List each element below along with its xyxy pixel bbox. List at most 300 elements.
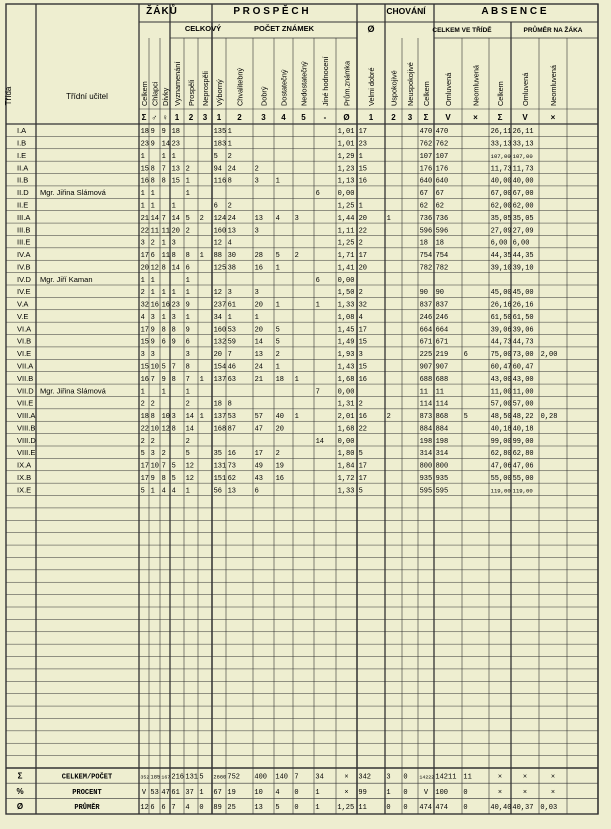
table-cell: 16 [254,264,264,273]
table-cell: 20 [275,425,285,434]
column-header-symbol: 3 [407,113,413,122]
table-cell: 2 [358,400,363,409]
row-class: III.B [17,225,31,235]
table-cell: 3 [150,351,155,360]
table-cell: 8 [161,264,166,273]
table-cell: 1 [150,289,155,298]
table-cell: 1 [140,152,145,161]
table-cell: 15 [358,165,368,174]
table-cell: 198 [419,437,433,446]
table-cell: 7 [161,462,166,471]
table-cell: 56 [213,487,223,496]
table-cell: 907 [435,363,449,372]
table-cell: 2 [227,202,232,211]
table-cell: 1 [140,202,145,211]
row-class: I.E [17,150,27,160]
table-cell: 596 [435,227,449,236]
table-cell: 4 [275,214,280,223]
table-cell: 73,00 [512,351,534,360]
column-header-label: Jiné hodnocení [321,56,330,106]
table-cell: 107,00 [512,152,533,160]
summary-cell: 11 [358,804,367,812]
table-cell: 6,00 [512,239,530,248]
table-cell: 1 [185,388,190,397]
table-cell: 1,49 [337,338,355,347]
table-cell: 26,11 [490,128,512,137]
table-cell: 3 [358,351,363,360]
table-cell: 9 [171,338,176,347]
table-cell: 1,80 [337,450,355,459]
table-cell: 160 [213,326,227,335]
table-cell: 7 [161,214,166,223]
summary-cell: 0 [403,773,408,782]
summary-cell: 19 [227,788,236,797]
table-row [17,349,557,359]
table-cell: 40,00 [490,177,512,186]
table-cell: 1,44 [337,214,355,223]
column-headers [140,57,558,123]
table-cell: 160 [213,227,227,236]
summary-row [17,802,557,812]
row-class: VIII.B [17,423,36,433]
table-cell: 935 [419,474,433,483]
table-row [17,126,534,136]
table-cell: 1 [185,177,190,186]
table-cell: 43,00 [490,375,512,384]
table-cell: 20 [213,351,223,360]
table-row [17,461,534,471]
table-cell: 46 [227,363,237,372]
summary-cell: V [141,788,147,797]
summary-cell: 89 [213,804,222,812]
table-cell: 8 [150,177,155,186]
table-cell: 26,16 [490,301,512,310]
table-row [17,151,533,161]
table-cell: 5 [140,450,145,459]
table-cell: 35,05 [512,214,534,223]
table-cell: 5 [275,338,280,347]
column-header-label: Neomluvená [549,65,558,106]
table-cell: 22 [358,425,368,434]
table-cell: 237 [213,301,227,310]
table-row [17,163,534,173]
table-cell: 44,73 [512,338,534,347]
table-row [17,448,534,458]
table-cell: 8 [171,375,176,384]
table-cell: 1 [171,152,176,161]
table-cell: 35,05 [490,214,512,223]
summary-label: PROCENT [72,788,102,797]
table-body [17,126,557,495]
table-cell: 62,00 [490,202,512,211]
table-cell: 15 [140,363,150,372]
summary-cell: × [550,773,556,782]
summary-cell: 6 [150,804,155,812]
table-cell: 44,35 [512,252,534,261]
table-cell: 20 [254,326,264,335]
summary-cell: 53 [150,788,159,797]
table-cell: 5 [171,462,176,471]
summary-cell: 67 [213,788,222,797]
table-cell: 0,00 [337,388,355,397]
row-class: III.A [17,212,31,222]
table-cell: 119,00 [490,487,511,495]
table-cell: 62,00 [512,202,534,211]
table-cell: 23 [171,301,181,310]
table-cell: 14 [150,214,160,223]
table-cell: 1 [150,202,155,211]
summary-cell: 0 [463,804,468,812]
column-header-symbol: 3 [202,113,208,122]
table-cell: 45,00 [490,289,512,298]
row-class: VIII.E [17,448,36,458]
row-class: II.A [17,163,29,173]
table-cell: 32 [358,301,368,310]
column-header-symbol: V [445,113,451,122]
table-cell: 6 [185,264,190,273]
table-cell: 14 [161,140,171,149]
table-cell: 8 [171,326,176,335]
table-cell: 22 [140,425,150,434]
table-cell: 2 [275,351,280,360]
column-header-label: Chlapci [150,81,160,106]
column-header-label: Celkem [422,81,431,106]
table-cell: 1 [227,313,232,322]
column-header-symbol: 1 [174,113,180,122]
summary-cell: 61 [171,788,180,797]
row-teacher: Mgr. Jiří Kaman [40,274,93,284]
table-cell: 1 [227,140,232,149]
table-cell: 22 [358,227,368,236]
summary-cell: 6 [161,804,166,812]
table-cell: 2 [150,400,155,409]
column-header-symbol: 5 [301,113,306,122]
table-cell: 44,73 [490,338,512,347]
subheader-prumer-na-zaka: PRŮMĚR NA ŽÁKA [523,27,583,34]
table-cell: 43,00 [512,375,534,384]
summary-cell: 216 [171,773,185,782]
table-cell: 60,47 [490,363,512,372]
table-cell: 884 [435,425,449,434]
summary-cell: × [497,773,503,782]
table-cell: 1 [294,413,299,422]
table-row [17,188,534,198]
table-cell: 1,01 [337,128,355,137]
column-header-label: Neomluvená [471,65,481,106]
table-cell: 873 [419,413,433,422]
table-cell: 1 [171,289,176,298]
table-cell: 14 [185,413,195,422]
table-cell: 183 [213,140,227,149]
table-cell: 55,00 [512,474,534,483]
table-cell: 7 [315,388,320,397]
table-cell: 8 [185,363,190,372]
summary-cell: 0 [294,804,299,812]
summary-cell: 474 [419,804,433,812]
table-cell: 13 [227,487,237,496]
column-header-symbol: 3 [261,113,266,122]
table-cell: 47,06 [512,462,534,471]
summary-cell: 0 [386,804,391,812]
table-cell: 13 [171,165,181,174]
column-header-label: Neprospěli [201,71,210,106]
table-cell: 3 [254,177,259,186]
table-cell: 88 [213,252,223,261]
table-cell: 6 [213,202,218,211]
table-cell: 1 [275,363,280,372]
table-cell: 57 [254,413,264,422]
table-cell: 1,23 [337,165,355,174]
table-row [17,436,534,446]
table-cell: 14 [315,437,325,446]
table-cell: 12 [150,264,160,273]
column-header-symbol: 1 [216,113,222,122]
table-cell: 6 [254,487,259,496]
table-cell: 26,11 [512,128,534,137]
table-cell: 18 [275,375,285,384]
table-row [17,485,533,495]
row-class: VII.B [17,373,34,383]
table-cell: 116 [213,177,227,186]
table-cell: 736 [435,214,449,223]
summary-cell: 11 [463,773,472,782]
table-cell: 8 [150,413,155,422]
table-cell: 90 [435,289,445,298]
column-header-label: Vyznamenání [173,61,182,106]
table-row [17,213,534,223]
table-cell: 2 [161,450,166,459]
table-row [17,423,534,433]
table-cell: 176 [435,165,449,174]
row-class: II.D [17,188,29,198]
table-cell: 17 [140,474,150,483]
row-class: V.A [17,299,29,309]
table-cell: 107 [435,152,449,161]
table-cell: 782 [419,264,433,273]
table-cell: 55,00 [490,474,512,483]
table-cell: 800 [419,462,433,471]
table-cell: 22 [140,227,150,236]
column-header-symbol: 2 [391,113,396,122]
column-header-symbol: Σ [423,113,429,122]
column-header-label: Omluvená [444,72,453,106]
table-cell: 7 [161,165,166,174]
table-cell: 837 [419,301,433,310]
table-cell: 1 [199,375,204,384]
table-cell: 45,00 [512,289,534,298]
column-header-label: Nedostatečný [299,61,309,106]
summary-cell: 474 [435,804,449,812]
table-row [17,250,534,260]
table-row [17,201,534,211]
table-cell: 246 [419,313,433,322]
row-class: VII.E [17,398,34,408]
table-cell: 2 [140,400,145,409]
table-cell: 61,50 [490,313,512,322]
table-cell: 107,00 [490,152,511,160]
table-cell: 4 [161,487,166,496]
table-cell: 907 [419,363,433,372]
table-cell: 20 [171,227,181,236]
table-cell: 8 [161,474,166,483]
table-cell: 1 [185,487,190,496]
table-cell: 11 [150,227,160,236]
table-cell: 0,00 [337,437,355,446]
table-cell: 125 [213,264,227,273]
summary-cell: 0 [199,804,204,812]
table-cell: 10 [150,462,160,471]
column-header-label: Velmi dobré [367,67,376,106]
table-cell: 18 [171,128,181,137]
summary-cell: 752 [227,773,241,782]
summary-cell: 100 [435,788,449,797]
group-header-absence: A B S E N C E [481,6,547,17]
row-class: IX.B [17,472,32,482]
table-cell: 8 [185,252,190,261]
table-cell: 8 [161,326,166,335]
table-cell: 6 [161,338,166,347]
row-class: VI.E [17,349,32,359]
table-cell: 3 [150,313,155,322]
table-cell: 17 [140,462,150,471]
row-teacher: Mgr. Jiřina Slámová [40,386,106,396]
table-cell: 151 [213,474,227,483]
table-cell: 34 [213,313,223,322]
table-cell: 837 [435,301,449,310]
row-class: I.B [17,138,27,148]
summary-cell: × [497,788,503,797]
summary-cell: 1 [315,804,320,812]
table-cell: 137 [213,375,227,384]
header-tridni-ucitel: Třídní učitel [66,92,108,101]
table-cell: 736 [419,214,433,223]
table-cell: 12 [213,239,223,248]
table-cell: 24 [227,214,237,223]
table-cell: 20 [140,264,150,273]
table-cell: 40,18 [512,425,534,434]
table-cell: 664 [419,326,433,335]
table-cell: 1 [358,152,363,161]
summary-symbol: Ø [16,802,24,811]
table-cell: 2 [358,239,363,248]
row-class: IX.A [17,460,32,470]
table-cell: 114 [435,400,449,409]
table-cell: 1,33 [337,301,355,310]
table-cell: 5 [171,474,176,483]
table-cell: 12 [161,425,171,434]
summary-row [16,787,555,797]
table-cell: 94 [213,165,223,174]
table-cell: 470 [435,128,449,137]
table-cell: 8 [227,400,232,409]
table-cell: 18 [213,400,223,409]
table-cell: 67,00 [512,190,534,199]
table-cell: 14 [185,425,195,434]
table-row [17,275,354,285]
summary-cell: 13 [254,804,263,812]
table-cell: 9 [150,326,155,335]
table-cell: 884 [419,425,433,434]
table-cell: 17 [358,326,368,335]
table-cell: 11,00 [490,388,512,397]
table-cell: 1 [161,239,166,248]
table-cell: 8 [227,177,232,186]
summary-cell: 0,03 [540,804,558,812]
table-cell: 1 [150,190,155,199]
table-cell: 19 [275,462,285,471]
table-cell: 9 [161,375,166,384]
summary-cell: × [344,788,349,797]
header-trida: Třída [4,86,13,106]
table-cell: 16 [358,413,368,422]
table-cell: 3 [171,239,176,248]
table-cell: 10 [150,425,160,434]
table-cell: 27,09 [512,227,534,236]
table-cell: 1 [185,289,190,298]
table-cell: 2 [140,289,145,298]
column-header-symbol: Ø [343,113,350,122]
column-header-symbol: 2 [188,113,194,122]
table-cell: 1,68 [337,425,355,434]
table-cell: 62 [419,202,429,211]
table-cell: 11,00 [512,388,534,397]
table-cell: 640 [419,177,433,186]
row-class: VI.B [17,336,32,346]
table-cell: 53 [227,326,237,335]
table-cell: 20 [254,301,264,310]
summary-cell: 1 [386,788,391,797]
table-summary [16,772,557,812]
table-cell: 0,00 [337,190,355,199]
group-header-prospech: P R O S P Ě C H [233,6,309,17]
table-cell: 1 [294,375,299,384]
table-cell: 314 [419,450,433,459]
table-cell: 132 [213,338,227,347]
table-cell: 2 [254,165,259,174]
table-cell: 1 [315,301,320,310]
summary-cell: × [550,788,556,797]
table-cell: 49 [254,462,264,471]
subheader-pocet-znamek: POČET ZNÁMEK [254,24,314,33]
table-cell: 1,84 [337,462,355,471]
column-header-symbol: ♂ [151,113,158,122]
table-cell: 67,00 [490,190,512,199]
table-cell: 7 [185,375,190,384]
table-row [17,386,534,396]
summary-cell: 1 [315,788,320,797]
table-cell: 1 [150,487,155,496]
table-cell: 5 [161,363,166,372]
table-cell: 1 [275,264,280,273]
table-cell: 137 [213,413,227,422]
table-row [17,176,534,186]
table-cell: 6,00 [490,239,508,248]
table-cell: 470 [419,128,433,137]
summary-cell: 1 [199,788,204,797]
table-cell: 596 [419,227,433,236]
table-cell: 11 [419,388,429,397]
table-cell: 32 [140,301,150,310]
column-header-symbol: Σ [497,113,503,122]
table-cell: 595 [419,487,433,496]
table-cell: 6 [315,190,320,199]
table-cell: 16 [358,375,368,384]
table-cell: 3 [294,214,299,223]
table-cell: 1,72 [337,474,355,483]
table-cell: 17 [358,474,368,483]
table-cell: 2,01 [337,413,355,422]
table-cell: 4 [227,239,232,248]
